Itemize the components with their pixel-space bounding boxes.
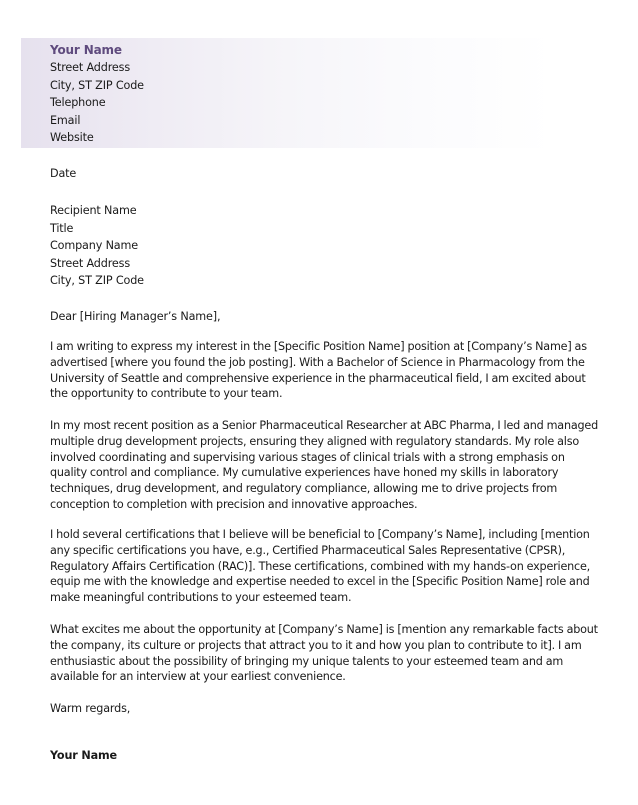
paragraph-line: the opportunity to contribute to your team. xyxy=(50,387,283,401)
paragraph-line: equip me with the knowledge and expertise needed to excel in the [Specific Position Name] role and xyxy=(50,575,590,589)
date-line xyxy=(50,165,76,183)
sender-website: Website xyxy=(50,131,94,145)
paragraph-line: techniques, drug development, and regulatory compliance, allowing me to drive projects from xyxy=(50,482,558,496)
paragraph-line: quality control and compliance. My cumulative experiences have honed my skills in laboratory xyxy=(50,466,559,480)
paragraph-line: advertised [where you found the job posting]. With a Bachelor of Science in Pharmacology from the xyxy=(50,355,585,369)
body-paragraph-1 xyxy=(50,339,595,402)
body-paragraph-3 xyxy=(50,527,595,606)
recipient-title: Title xyxy=(50,221,74,235)
paragraph-line: I am writing to express my interest in the [Specific Position Name] position at [Company’s Name] as xyxy=(50,340,587,353)
closing-text: Warm regards, xyxy=(50,702,131,715)
salutation xyxy=(50,308,220,326)
paragraph-line: make meaningful contributions to your esteemed team. xyxy=(50,591,352,605)
paragraph-line: the company, its culture or projects that attract you to it and how you plan to contribute to it]. I am xyxy=(50,638,582,652)
paragraph-line: I hold several certifications that I believe will be beneficial to [Company’s Name], including [mention xyxy=(50,528,590,541)
paragraph-line: What excites me about the opportunity at [Company’s Name] is [mention any remarkable facts about xyxy=(50,623,598,636)
sender-telephone: Telephone xyxy=(50,96,106,110)
recipient-street: Street Address xyxy=(50,256,131,270)
recipient-company: Company Name xyxy=(50,239,138,253)
sender-block xyxy=(50,41,144,147)
paragraph-line: involved coordinating and supervising various stages of clinical trials with a strong emphasis on xyxy=(50,450,565,464)
paragraph-line: enthusiastic about the possibility of bringing my unique talents to your esteemed team and am xyxy=(50,654,564,668)
paragraph-line: conception to completion with precision and innovative approaches. xyxy=(50,497,418,511)
paragraph-line: University of Seattle and comprehensive experience in the pharmaceutical field, I am excited about xyxy=(50,371,586,385)
date: Date xyxy=(50,167,77,180)
paragraph-line: any specific certifications you have, e.g., Certified Pharmaceutical Sales Representative (CPSR), xyxy=(50,543,566,557)
signature-name: Your Name xyxy=(50,749,117,762)
body-paragraph-2 xyxy=(50,418,598,513)
signature xyxy=(50,747,117,765)
closing xyxy=(50,700,130,718)
recipient-city: City, ST ZIP Code xyxy=(50,274,144,288)
recipient-name: Recipient Name xyxy=(50,204,137,217)
body-paragraph-4 xyxy=(50,622,598,685)
recipient-block xyxy=(50,202,144,290)
sender-name: Your Name xyxy=(50,43,122,57)
paragraph-line: multiple drug development projects, ensuring they aligned with regulatory standards. My role also xyxy=(50,434,579,448)
sender-street: Street Address xyxy=(50,61,131,74)
paragraph-line: In my most recent position as a Senior Pharmaceutical Researcher at ABC Pharma, I led and managed xyxy=(50,419,598,432)
salutation-text: Dear [Hiring Manager’s Name], xyxy=(50,310,221,323)
paragraph-line: available for an interview at your earliest convenience. xyxy=(50,670,346,684)
sender-city: City, ST ZIP Code xyxy=(50,78,144,92)
sender-email: Email xyxy=(50,113,81,127)
paragraph-line: Regulatory Affairs Certification (RAC)]. These certifications, combined with my hands-on experience, xyxy=(50,559,591,573)
